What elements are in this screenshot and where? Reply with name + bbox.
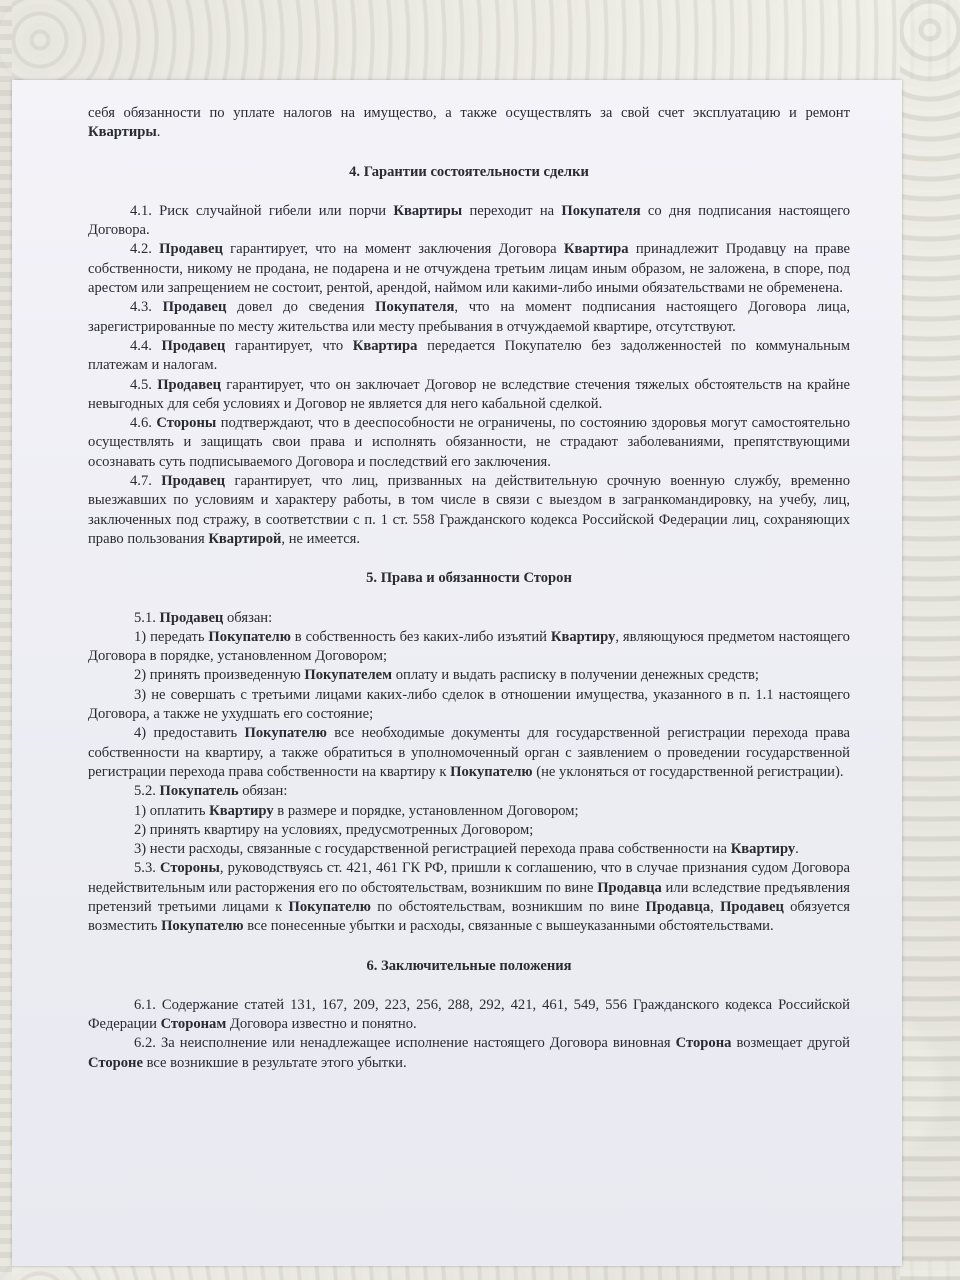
section-6-heading: 6. Заключительные положения bbox=[366, 957, 572, 974]
continued-paragraph: себя обязанности по уплате налогов на имущество, а также осуществлять за свой счет эксплуатацию и ремонт Квартиры. bbox=[88, 105, 850, 141]
clause-4-4: 4.4. Продавец гарантирует, что Квартира передается Покупателю без задолженностей по коммунальным платежам и налогам. bbox=[88, 337, 850, 374]
lace-tablecloth-top bbox=[0, 0, 960, 80]
clause-5-2-item-1: 1) оплатить Квартиру в размере и порядке, установленном Договором; bbox=[134, 802, 579, 819]
lace-tablecloth-right bbox=[900, 0, 960, 1280]
clause-5-3: 5.3. Стороны, руководствуясь ст. 421, 461 ГК РФ, пришли к соглашению, что в случае признания судом Договора недействительным или расторжения его по обстоятельствам, возникшим по вине Продавца или вследствие предъявления претензий третьими лицами к Покупателю по обстоятельствам, возникшим по вине Продавца, Продавец обязуется возместить Покупателю все понесенные убытки и расходы, связанные с вышеуказанными обстоятельствами. bbox=[88, 860, 850, 935]
clause-4-5: 4.5. Продавец гарантирует, что он заключает Договор не вследствие стечения тяжелых обстоятельств на крайне невыгодных для себя условиях и Договор не является для него кабальной сделкой. bbox=[88, 376, 850, 412]
clause-4-1: 4.1. Риск случайной гибели или порчи Квартиры переходит на Покупателя со дня подписания настоящего Договора. bbox=[88, 202, 850, 239]
clause-6-2: 6.2. За неисполнение или ненадлежащее исполнение настоящего Договора виновная Сторона возмещает другой Стороне все возникшие в результате этого убытки. bbox=[88, 1035, 850, 1071]
contract-page bbox=[12, 80, 902, 1266]
clause-4-3: 4.3. Продавец довел до сведения Покупателя, что на момент подписания настоящего Договора лица, зарегистрированные по месту жительства или месту пребывания в отчуждаемой квартире, отсутствуют. bbox=[88, 299, 850, 335]
clause-4-7: 4.7. Продавец гарантирует, что лиц, призванных на действительную срочную военную службу, временно выезжавших по условиям и характеру работы, в том числе в связи с выездом в загранкомандировку, на учебу, лиц, заключенных под стражу, в соответствии с п. 1 ст. 558 Гражданского кодекса Российской Федерации лиц, сохраняющих право пользования Квартирой, не имеется. bbox=[88, 473, 851, 547]
clause-5-2-item-2: 2) принять квартиру на условиях, предусмотренных Договором; bbox=[134, 821, 534, 838]
clause-5-1-item-1: 1) передать Покупателю в собственность без каких-либо изъятий Квартиру, являющуюся предметом настоящего Договора в порядке, установленном Договором; bbox=[88, 628, 850, 665]
clause-4-6: 4.6. Стороны подтверждают, что в дееспособности не ограничены, по состоянию здоровья могут самостоятельно осуществлять и защищать свои права и исполнять обязанности, не страдают заболеваниями, препятствующими осознавать суть подписываемого Договора и последствий его заключения. bbox=[88, 415, 850, 470]
section-4-heading: 4. Гарантии состоятельности сделки bbox=[349, 163, 589, 180]
clause-5-2-item-3: 3) нести расходы, связанные с государственной регистрацией перехода права собственности на Квартиру. bbox=[134, 841, 799, 858]
clause-5-1-item-2: 2) принять произведенную Покупателем оплату и выдать расписку в получении денежных средств; bbox=[134, 667, 759, 684]
clause-5-1-item-3: 3) не совершать с третьими лицами каких-либо сделок в отношении имущества, указанного в п. 1.1 настоящего Договора, а также не ухудшать его состояние; bbox=[88, 686, 850, 723]
clause-5-2: 5.2. Покупатель обязан: bbox=[134, 783, 288, 800]
clause-5-1-item-4: 4) предоставить Покупателю все необходимые документы для государственной регистрации перехода права собственности на квартиру, а также обратиться в уполномоченный орган с заявлением о проведении государственной регистрации перехода права собственности на квартиру к Покупателю (не уклоняться от государственной регистрации). bbox=[88, 725, 850, 780]
clause-5-1: 5.1. Продавец обязан: bbox=[134, 609, 273, 626]
clause-4-2: 4.2. Продавец гарантирует, что на момент заключения Договора Квартира принадлежит Продавцу на праве собственности, никому не продана, не подарена и не отчуждена третьим лицам иным образом, не заложена, в споре, под арестом или запрещением не состоит, рентой, арендой, наймом или какими-либо иными обязательствами не обременена. bbox=[88, 241, 850, 297]
lace-tablecloth-left bbox=[0, 0, 12, 1280]
section-5-heading: 5. Права и обязанности Сторон bbox=[366, 570, 572, 587]
clause-6-1: 6.1. Содержание статей 131, 167, 209, 223, 256, 288, 292, 421, 461, 549, 556 Гражданского кодекса Российской Федерации Сторонам Договора известно и понятно. bbox=[88, 996, 850, 1033]
